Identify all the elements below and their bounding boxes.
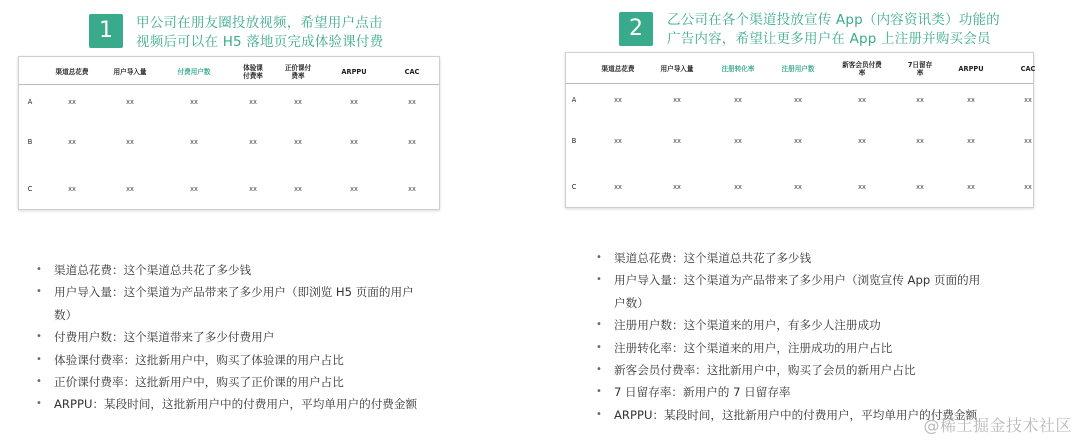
table-cell: xx <box>614 137 622 145</box>
table-header-divider <box>566 83 1033 84</box>
table-row-label: B <box>571 137 577 145</box>
table-cell: xx <box>126 98 134 106</box>
table-header-cell: 新客会员付费 率 <box>842 61 882 77</box>
definition-item <box>36 304 456 326</box>
definition-text: 新客会员付费率：这批新用户中，购买了会员的新用户占比 <box>614 363 916 378</box>
table-cell: xx <box>249 138 257 146</box>
table-header-cell: ARPPU <box>958 65 984 73</box>
table-cell: xx <box>967 96 975 104</box>
table-cell: xx <box>858 137 866 145</box>
table-cell: xx <box>249 98 257 106</box>
table-cell: xx <box>350 98 358 106</box>
definition-list-1 <box>36 259 456 416</box>
step-badge-1: 1 <box>89 14 123 48</box>
table-cell: xx <box>673 183 681 191</box>
bullet-dot-icon: • <box>596 319 602 331</box>
table-cell: xx <box>967 137 975 145</box>
table-row-label: C <box>27 185 33 193</box>
table-cell: xx <box>68 138 76 146</box>
table-cell: xx <box>1024 96 1032 104</box>
bullet-dot-icon: • <box>596 274 602 286</box>
table-header-cell: 7日留存 率 <box>907 61 933 77</box>
bullet-dot-icon: • <box>596 364 602 376</box>
table-cell: xx <box>1024 183 1032 191</box>
panel-1-title <box>136 14 436 52</box>
definition-item <box>36 326 456 348</box>
table-cell: xx <box>294 138 302 146</box>
table-cell: xx <box>190 98 198 106</box>
table-cell: xx <box>673 96 681 104</box>
table-cell: xx <box>408 138 416 146</box>
table-cell: xx <box>916 137 924 145</box>
definition-item <box>596 337 1016 359</box>
definition-text: ARPPU：某段时间，这批新用户中的付费用户，平均单用户的付费金额 <box>614 407 978 422</box>
table-header-cell: 正价课付 费率 <box>284 64 312 80</box>
table-cell: xx <box>1024 137 1032 145</box>
metrics-table-2 <box>565 52 1034 208</box>
bullet-dot-icon: • <box>596 386 602 398</box>
definition-text: 注册转化率：这个渠道来的用户，注册成功的用户占比 <box>614 340 893 355</box>
definition-text: 用户导入量：这个渠道为产品带来了多少用户（即浏览 H5 页面的用户 <box>54 285 414 300</box>
bullet-dot-icon: • <box>36 331 42 343</box>
table-row-label: A <box>571 96 577 104</box>
table-cell: xx <box>126 185 134 193</box>
table-cell: xx <box>614 96 622 104</box>
panel-2-title-line-2: 广告内容，希望让更多用户在 App 上注册并购买会员 <box>667 31 991 47</box>
panel-1-title-line-1: 甲公司在朋友圈投放视频，希望用户点击 <box>136 15 383 31</box>
table-header-divider <box>19 84 439 85</box>
table-header-cell: CAC <box>404 68 420 76</box>
bullet-dot-icon: • <box>36 353 42 365</box>
table-cell: xx <box>294 185 302 193</box>
definition-text: ARPPU：某段时间，这批新用户中的付费用户，平均单用户的付费金额 <box>54 397 418 412</box>
panel-2-title <box>667 11 1027 49</box>
table-cell: xx <box>916 183 924 191</box>
definition-item <box>36 371 456 393</box>
table-cell: xx <box>673 137 681 145</box>
panel-1-title-line-2: 视频后可以在 H5 落地页完成体验课付费 <box>136 34 384 50</box>
bullet-dot-icon: • <box>36 398 42 410</box>
table-cell: xx <box>858 96 866 104</box>
table-cell: xx <box>614 183 622 191</box>
bullet-dot-icon: • <box>36 264 42 275</box>
table-header-cell: ARPPU <box>341 68 367 76</box>
table-header-cell: 注册转化率 <box>721 65 755 73</box>
definition-text: 付费用户数：这个渠道带来了多少付费用户 <box>54 330 275 345</box>
table-header-cell: 渠道总花费 <box>601 65 635 73</box>
definition-item <box>36 393 456 415</box>
table-header-cell: 渠道总花费 <box>55 68 89 76</box>
table-cell: xx <box>967 183 975 191</box>
panel-2-title-line-1: 乙公司在各个渠道投放宣传 App（内容资讯类）功能的 <box>667 12 1000 28</box>
definition-item <box>596 269 1016 291</box>
definition-item <box>596 381 1016 403</box>
bullet-dot-icon: • <box>36 286 42 298</box>
table-header-cell: 用户导入量 <box>113 68 147 76</box>
table-cell: xx <box>350 138 358 146</box>
definition-text: 正价课付费率：这批新用户中，购买了正价课的用户占比 <box>54 375 344 390</box>
table-cell: xx <box>190 185 198 193</box>
definition-text: 体验课付费率：这批新用户中，购买了体验课的用户占比 <box>54 352 344 367</box>
definition-text: 户数） <box>614 295 649 310</box>
definition-text: 7 日留存率：新用户的 7 日留存率 <box>614 385 791 400</box>
definition-text: 渠道总花费：这个渠道总共花了多少钱 <box>54 263 252 277</box>
table-cell: xx <box>350 185 358 193</box>
definition-text: 用户导入量：这个渠道为产品带来了多少用户（浏览宣传 App 页面的用 <box>614 273 981 288</box>
definition-text: 渠道总花费：这个渠道总共花了多少钱 <box>614 251 812 265</box>
watermark-text: @稀土掘金技术社区 <box>923 416 1072 435</box>
metrics-table-2-grid <box>566 53 1036 207</box>
definition-item <box>596 247 1016 269</box>
table-cell: xx <box>794 137 802 145</box>
table-row-label: C <box>571 183 577 191</box>
definition-item <box>36 349 456 371</box>
definition-item <box>36 281 456 303</box>
table-cell: xx <box>794 96 802 104</box>
table-row-label: A <box>27 98 33 106</box>
table-cell: xx <box>190 138 198 146</box>
table-cell: xx <box>858 183 866 191</box>
definition-item <box>596 359 1016 381</box>
table-cell: xx <box>68 185 76 193</box>
table-header-cell: CAC <box>1020 65 1036 73</box>
definition-text: 数） <box>54 307 78 322</box>
table-cell: xx <box>249 185 257 193</box>
table-header-cell: 注册用户数 <box>781 65 815 73</box>
table-cell: xx <box>734 137 742 145</box>
metrics-table-1 <box>18 56 440 210</box>
table-header-cell: 用户导入量 <box>660 65 694 73</box>
table-cell: xx <box>408 98 416 106</box>
definition-text: 注册用户数：这个渠道来的用户，有多少人注册成功 <box>614 318 881 333</box>
table-cell: xx <box>734 183 742 191</box>
table-cell: xx <box>794 183 802 191</box>
definition-list-2 <box>596 247 1016 426</box>
definition-item <box>596 292 1016 314</box>
table-cell: xx <box>734 96 742 104</box>
table-row-label: B <box>27 138 33 146</box>
bullet-dot-icon: • <box>36 376 42 388</box>
bullet-dot-icon: • <box>596 408 602 420</box>
table-cell: xx <box>294 98 302 106</box>
table-cell: xx <box>916 96 924 104</box>
bullet-dot-icon: • <box>596 341 602 353</box>
table-cell: xx <box>408 185 416 193</box>
table-header-cell: 体验课 付费率 <box>243 64 263 80</box>
bullet-dot-icon: • <box>596 252 602 263</box>
definition-item <box>596 314 1016 336</box>
step-badge-2: 2 <box>619 12 653 46</box>
table-header-cell: 付费用户数 <box>177 68 211 76</box>
metrics-table-1-grid <box>19 57 439 209</box>
definition-item <box>36 259 456 281</box>
table-cell: xx <box>68 98 76 106</box>
table-cell: xx <box>126 138 134 146</box>
